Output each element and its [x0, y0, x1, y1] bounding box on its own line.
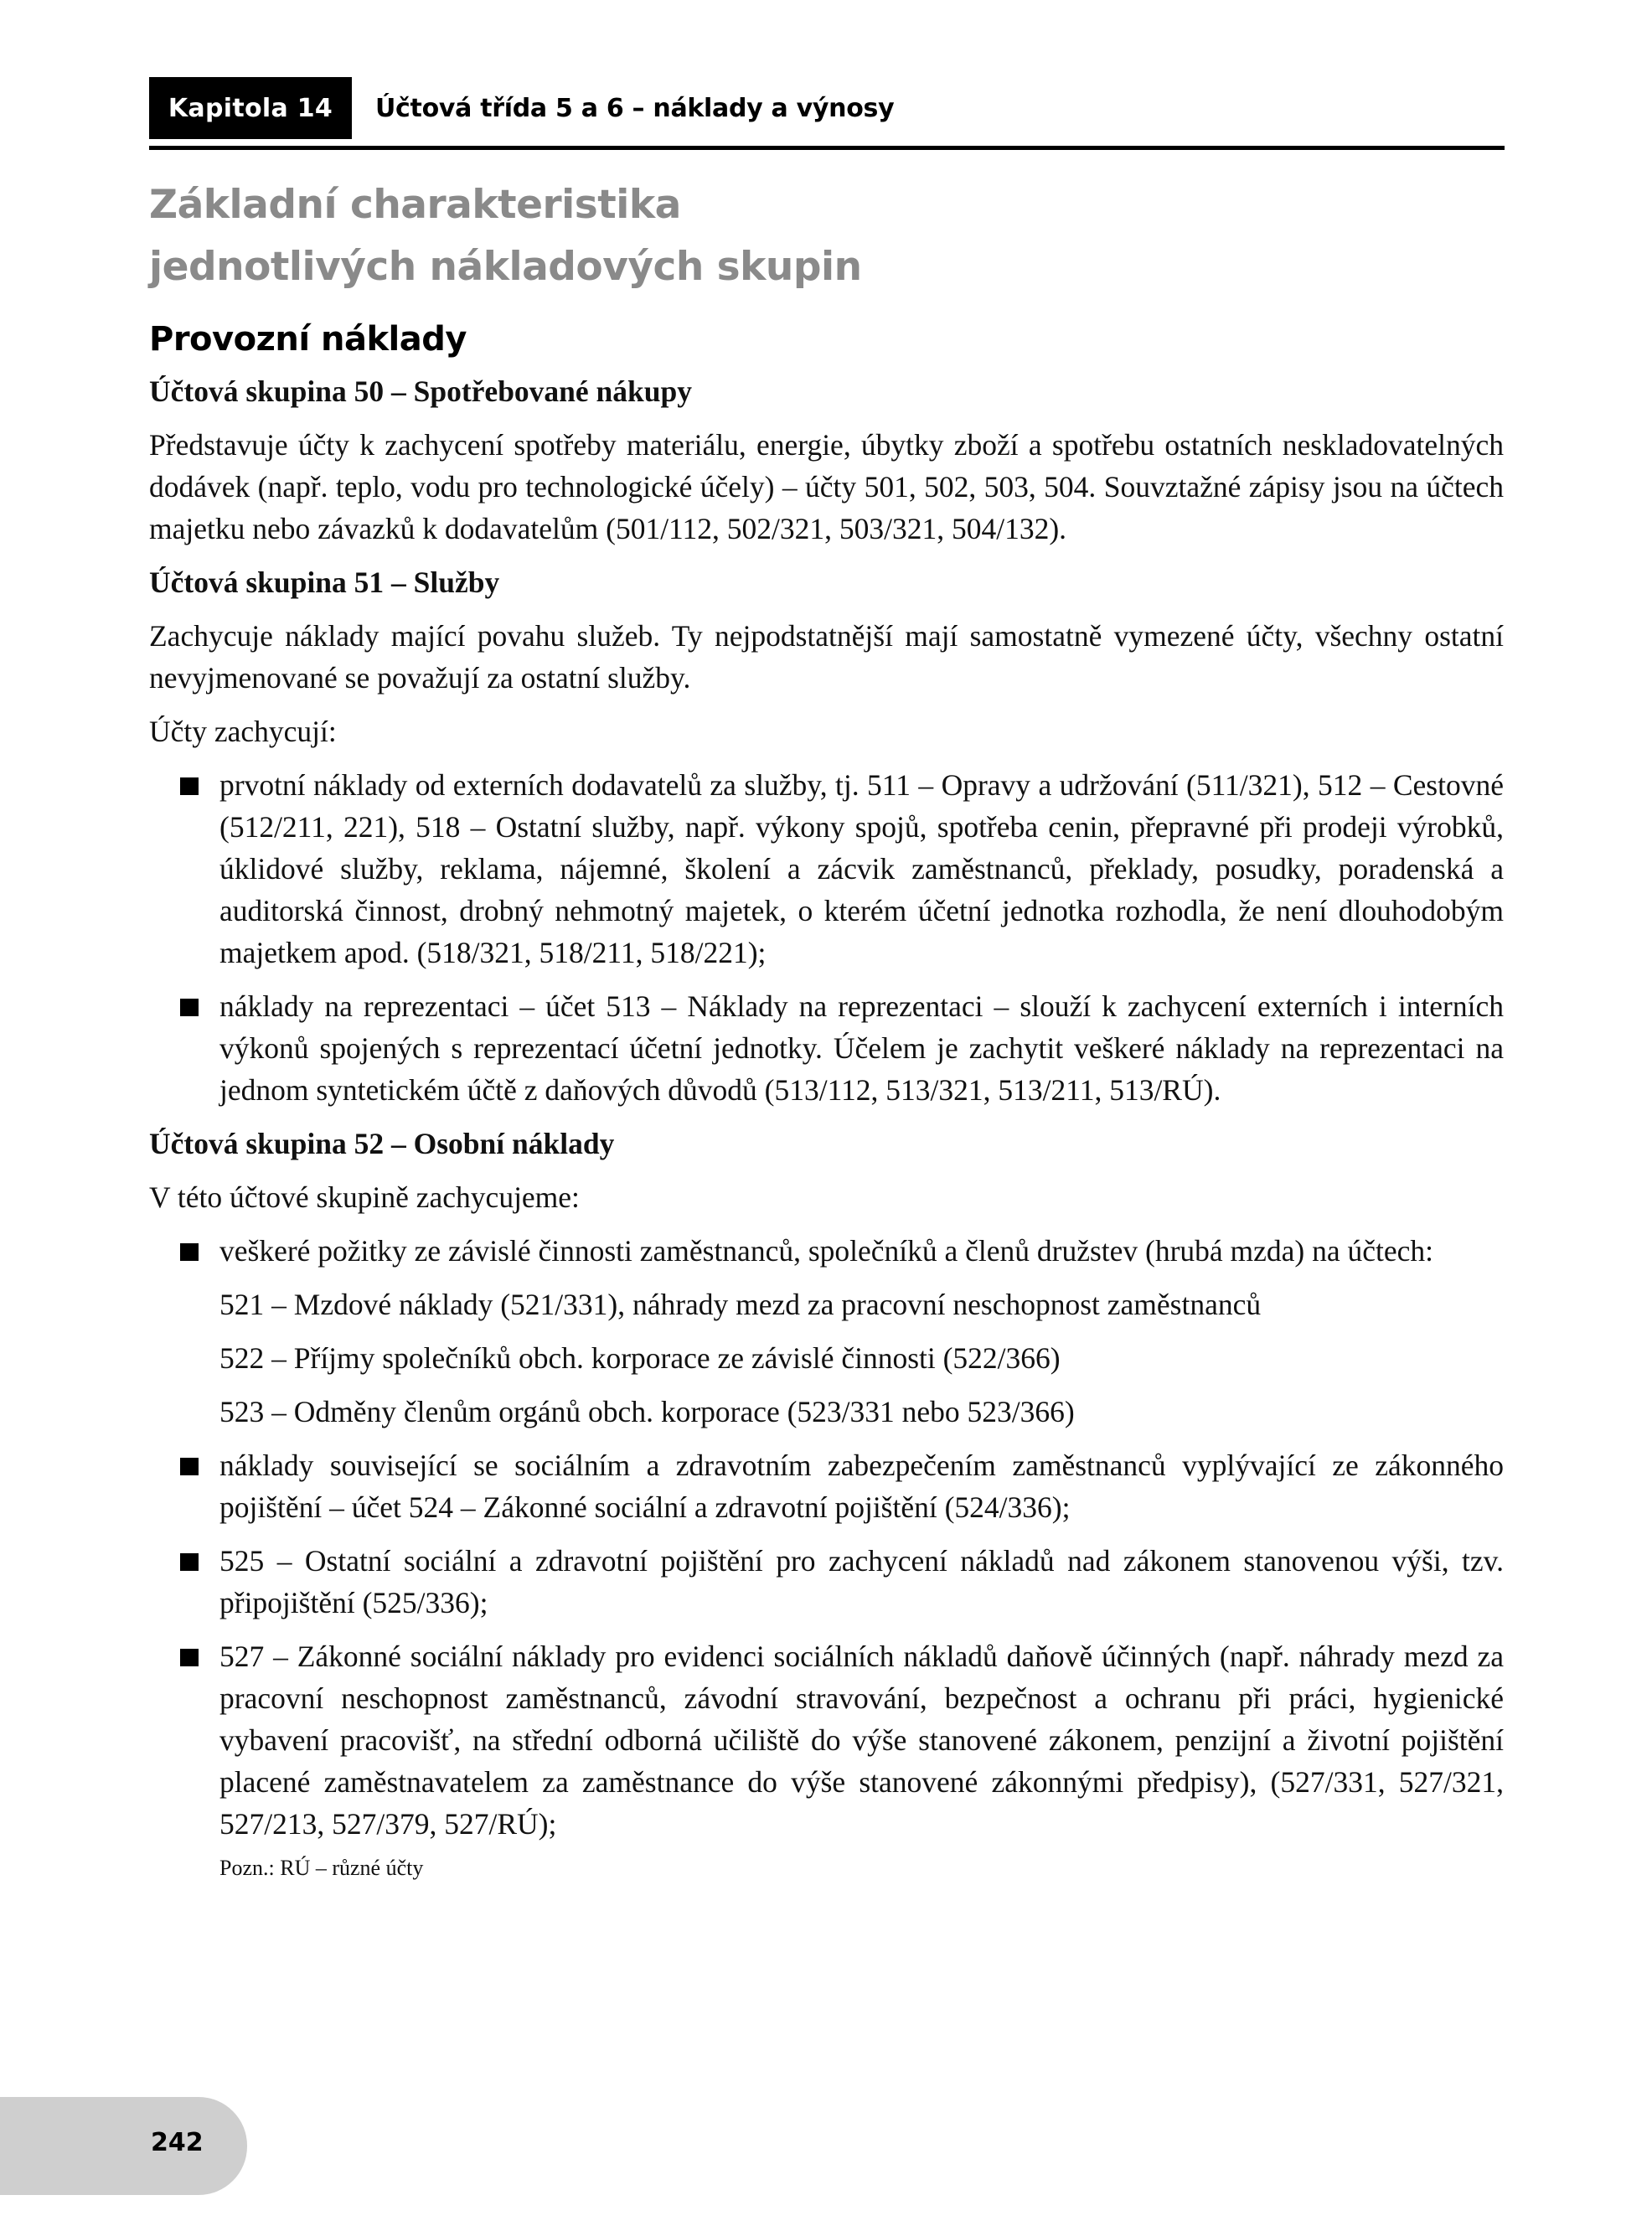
- list-item-text: veškeré požitky ze závislé činnosti zaměstnanců, společníků a členů družstev (hrubá mzda) na účtech:: [219, 1234, 1433, 1268]
- group-51-heading: Účtová skupina 51 – Služby: [149, 566, 500, 599]
- list-item-text: 525 – Ostatní sociální a zdravotní pojištění pro zachycení nákladů nad zákonem stanovenou výši, tzv. připojištění (525/336);: [219, 1544, 1504, 1619]
- group-51-intro: Účty zachycují:: [149, 715, 337, 748]
- body-text: [149, 370, 1504, 1883]
- group-51-paragraph: Zachycuje náklady mající povahu služeb. Ty nejpodstatnější mají samostatně vymezené účty, všechny ostatní nevyjmenované se považují za ostatní služby.: [149, 619, 1504, 695]
- chapter-label: [149, 77, 352, 139]
- bullet-square-icon: [180, 1553, 199, 1571]
- list-item: [149, 1444, 1504, 1528]
- bullet-square-icon: [180, 1458, 199, 1475]
- list-item: [149, 764, 1504, 974]
- list-item-text: náklady na reprezentaci – účet 513 – Náklady na reprezentaci – slouží k zachycení externích i interních výkonů spojených s reprezentací účetní jednotky. Účelem je zachytit veškeré náklady na reprezentaci na jednom syntetickém účtě z daňových důvodů (513/112, 513/321, 513/211, 513/RÚ).: [219, 989, 1504, 1107]
- footnote: Pozn.: RÚ – různé účty: [219, 1856, 424, 1880]
- group-51-list: [149, 764, 1504, 1111]
- group-52-intro: V této účtové skupině zachycujeme:: [149, 1180, 580, 1214]
- chapter-title: Účtová třída 5 a 6 – náklady a výnosy: [375, 93, 895, 123]
- header-rule: [149, 146, 1505, 150]
- list-item: [149, 985, 1504, 1111]
- chapter-label-text: Kapitola 14: [168, 93, 333, 123]
- list-item: [149, 1635, 1504, 1845]
- account-line-522: 522 – Příjmy společníků obch. korporace ze závislé činnosti (522/366): [219, 1341, 1061, 1375]
- bullet-square-icon: [180, 1243, 199, 1261]
- bullet-square-icon: [180, 777, 199, 795]
- page-number-tab: [0, 2097, 247, 2195]
- group-52-heading: Účtová skupina 52 – Osobní náklady: [149, 1127, 615, 1160]
- list-item-text: náklady související se sociálním a zdravotním zabezpečením zaměstnanců vyplývající ze zákonného pojištění – účet 524 – Zákonné sociální a zdravotní pojištění (524/336);: [219, 1449, 1504, 1524]
- account-line-523: 523 – Odměny členům orgánů obch. korporace (523/331 nebo 523/366): [219, 1395, 1075, 1428]
- list-item-text: 527 – Zákonné sociální náklady pro evidenci sociálních nákladů daňově účinných (např. náhrady mezd za pracovní neschopnost zaměstnanců, závodní stravování, bezpečnost a ochranu při práci, hygienické vybavení pracovišť, na střední odborná učiliště do výše stanovené zákonem, penzijní a životní pojištění placené zaměstnavatelem za zaměstnance do výše stanovené zákonnými předpisy), (527/331, 527/321, 527/213, 527/379, 527/RÚ);: [219, 1640, 1504, 1841]
- group-50-paragraph: Představuje účty k zachycení spotřeby materiálu, energie, úbytky zboží a spotřebu ostatních neskladovatelných dodávek (např. teplo, vodu pro technologické účely) – účty 501, 502, 503, 504. Souvztažné zápisy jsou na účtech majetku nebo závazků k dodavatelům (501/112, 502/321, 503/321, 504/132).: [149, 428, 1504, 545]
- page-number: 242: [151, 2128, 204, 2157]
- bullet-square-icon: [180, 999, 199, 1016]
- list-item: [149, 1540, 1504, 1624]
- main-heading-line-1: Základní charakteristika: [149, 182, 681, 228]
- group-52-list: [149, 1230, 1504, 1845]
- main-heading: [149, 174, 1322, 298]
- section-heading: Provozní náklady: [149, 320, 467, 359]
- list-item: [149, 1230, 1504, 1433]
- group-50-heading: Účtová skupina 50 – Spotřebované nákupy: [149, 374, 693, 408]
- account-line-521: 521 – Mzdové náklady (521/331), náhrady mezd za pracovní neschopnost zaměstnanců: [219, 1288, 1262, 1321]
- bullet-square-icon: [180, 1649, 199, 1666]
- list-item-text: prvotní náklady od externích dodavatelů za služby, tj. 511 – Opravy a udržování (511/321), 512 – Cestovné (512/211, 221), 518 – Ostatní služby, např. výkony spojů, spotřeba cenin, přepravné při prodeji výrobků, úklidové služby, reklama, nájemné, školení a zácvik zaměstnanců, překlady, posudky, poradenská a auditorská činnost, drobný nehmotný majetek, o kterém účetní jednotka rozhodla, že není dlouhodobým majetkem apod. (518/321, 518/211, 518/221);: [219, 768, 1504, 969]
- main-heading-line-2: jednotlivých nákladových skupin: [149, 244, 862, 290]
